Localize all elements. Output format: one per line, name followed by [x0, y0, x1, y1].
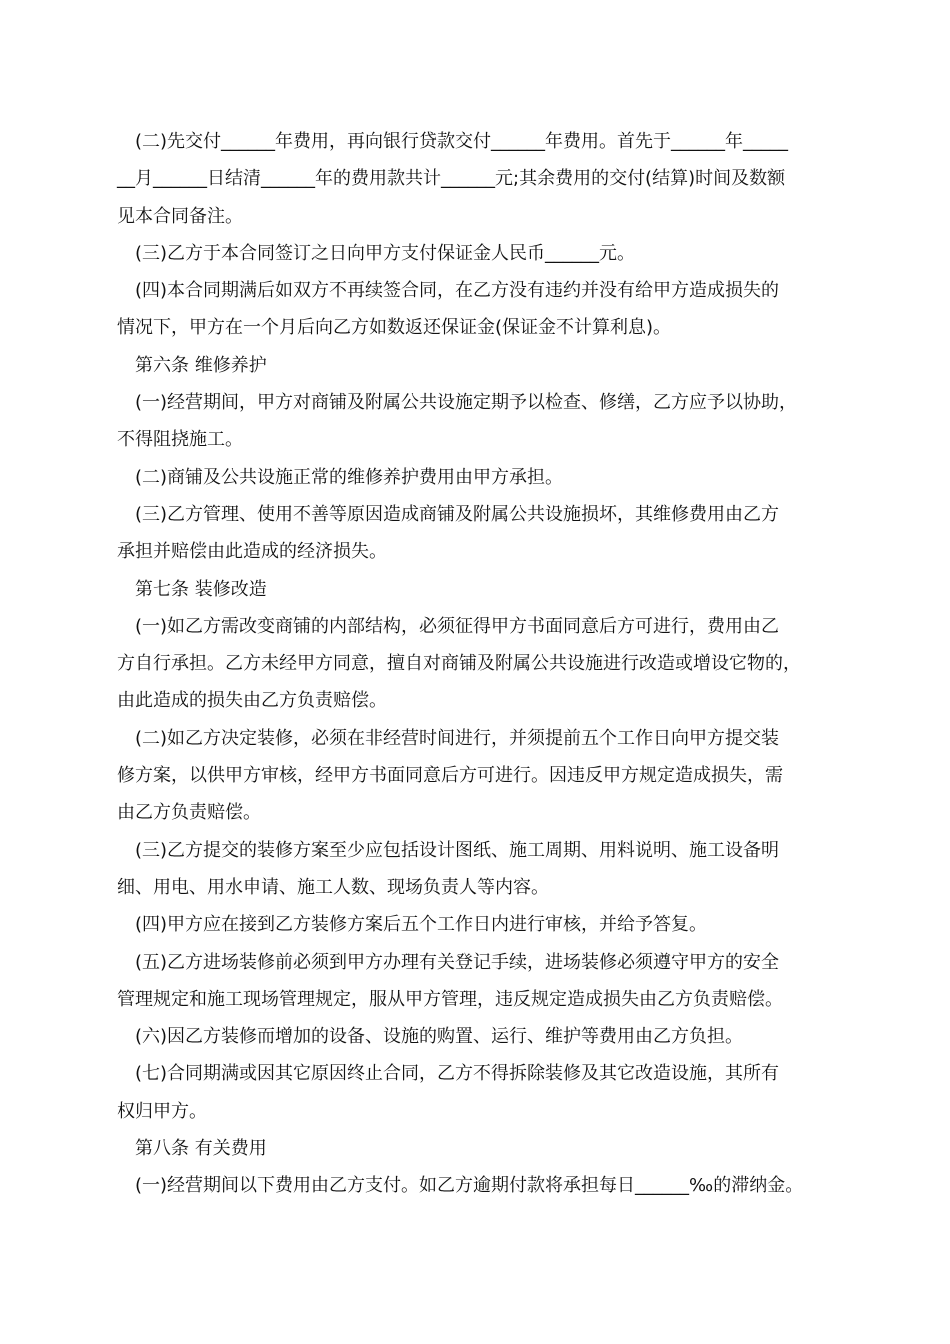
text-line: (三)乙方于本合同签订之日向甲方支付保证金人民币______元。 — [135, 242, 636, 264]
text-line: (四)甲方应在接到乙方装修方案后五个工作日内进行审核，并给予答复。 — [135, 914, 708, 936]
text-line: 权归甲方。 — [117, 1100, 207, 1122]
text-line: 方自行承担。乙方未经甲方同意，擅自对商铺及附属公共设施进行改造或增设它物的， — [117, 653, 801, 675]
text-line: 由乙方负责赔偿。 — [117, 802, 261, 824]
text-line: (一)经营期间以下费用由乙方支付。如乙方逾期付款将承担每日______‰的滞纳金。 — [135, 1175, 804, 1197]
section-heading: 第七条 装修改造 — [135, 578, 267, 600]
text-line: 情况下，甲方在一个月后向乙方如数返还保证金(保证金不计算利息)。 — [117, 317, 672, 339]
text-line: 承担并赔偿由此造成的经济损失。 — [117, 541, 387, 563]
text-line: 细、用电、用水申请、施工人数、现场负责人等内容。 — [117, 876, 549, 898]
text-line: 不得阻挠施工。 — [117, 429, 243, 451]
section-heading: 第六条 维修养护 — [135, 354, 267, 376]
text-line: (一)如乙方需改变商铺的内部结构，必须征得甲方书面同意后方可进行，费用由乙 — [135, 615, 780, 637]
text-line: 管理规定和施工现场管理规定，服从甲方管理，违反规定造成损失由乙方负责赔偿。 — [117, 988, 783, 1010]
text-line: (五)乙方进场装修前必须到甲方办理有关登记手续，进场装修必须遵守甲方的安全 — [135, 951, 780, 973]
section-heading: 第八条 有关费用 — [135, 1138, 267, 1160]
document-body — [117, 123, 852, 1205]
text-line: (二)先交付______年费用，再向银行贷款交付______年费用。首先于______年_____ — [135, 131, 789, 152]
text-line: (三)乙方提交的装修方案至少应包括设计图纸、施工周期、用料说明、施工设备明 — [135, 839, 780, 861]
text-line: 由此造成的损失由乙方负责赔偿。 — [117, 690, 387, 712]
text-line: 修方案，以供甲方审核，经甲方书面同意后方可进行。因违反甲方规定造成损失，需 — [117, 765, 783, 787]
text-line: (六)因乙方装修而增加的设备、设施的购置、运行、维护等费用由乙方负担。 — [135, 1026, 744, 1048]
text-line: (七)合同期满或因其它原因终止合同，乙方不得拆除装修及其它改造设施，其所有 — [135, 1063, 780, 1085]
text-line: (四)本合同期满后如双方不再续签合同，在乙方没有违约并没有给甲方造成损失的 — [135, 280, 780, 302]
text-line: __月______日结清______年的费用款共计______元;其余费用的交付(结算)时间及数额 — [117, 168, 786, 190]
text-line: (一)经营期间，甲方对商铺及附属公共设施定期予以检查、修缮，乙方应予以协助， — [135, 392, 798, 414]
text-line: (二)商铺及公共设施正常的维修养护费用由甲方承担。 — [135, 466, 564, 488]
text-line: 见本合同备注。 — [117, 205, 243, 227]
text-line: (三)乙方管理、使用不善等原因造成商铺及附属公共设施损坏，其维修费用由乙方 — [135, 503, 780, 525]
text-line: (二)如乙方决定装修，必须在非经营时间进行，并须提前五个工作日向甲方提交装 — [135, 727, 780, 749]
